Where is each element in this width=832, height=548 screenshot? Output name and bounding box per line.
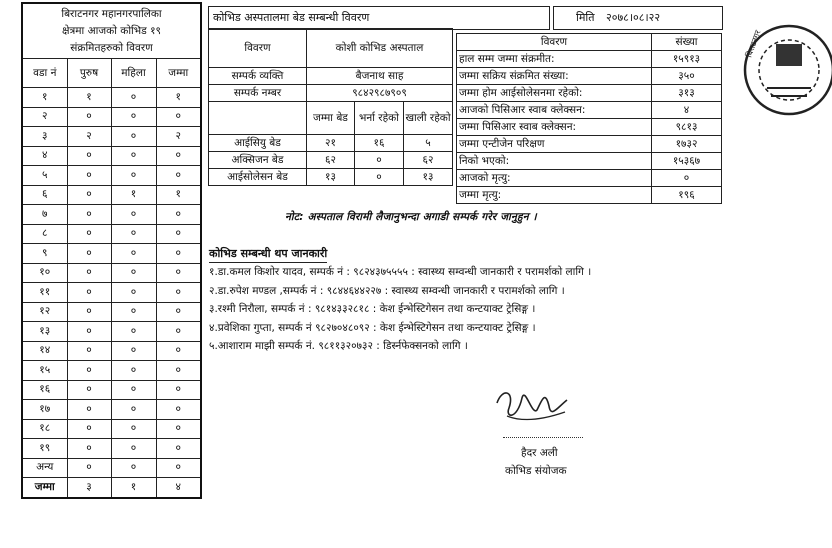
col-header-male: पुरुष [67,59,111,88]
ward-title-line: संक्रमितहरुको विवरण [70,41,153,54]
ward-row [22,458,201,478]
stats-row [457,153,722,170]
ward-number: १३ [22,322,67,342]
ward-number: ११ [22,283,67,303]
ward-row [22,400,201,420]
ward-row [22,361,201,381]
stats-row [457,119,722,136]
contact-item: ४.प्रवेशिका गुप्ता, सम्पर्क नं ९८२७०४८०९२ : केश ईन्भेस्टिगेसन तथा कन्टयाक्ट ट्रेसिङ्ग । [209,321,536,334]
signatory-name: हैदर अली [521,447,558,459]
total-count: २ [156,127,201,147]
stats-row [457,102,722,119]
ward-number: २ [22,107,67,127]
stat-value: १७३२ [652,136,722,153]
contact-item: १.डा.कमल किशोर यादव, सम्पर्क नं : ९८२४३७५५५५ : स्वास्थ्य सम्वन्धी जानकारी र परामर्शको लागि । [209,266,592,278]
female-count: ० [111,380,156,400]
ward-number: ८ [22,224,67,244]
stat-value: १९६ [652,187,722,204]
stat-label: जम्मा सक्रिय संक्रमित संख्या: [457,68,652,85]
ward-row [22,322,201,342]
female-count: ० [111,127,156,147]
ward-number: ४ [22,146,67,166]
female-count: ० [111,88,156,108]
ward-title-line: क्षेत्रमा आजको कोभिड १९ [61,24,162,37]
stat-label: जम्मा होम आईसोलेसनमा रहेको: [457,85,652,102]
stat-label: आजको पिसिआर स्वाब क्लेक्सन: [457,102,652,119]
bed-occupied: १६ [355,135,404,152]
ward-number: १८ [22,419,67,439]
stats-row [457,51,722,68]
male-count: ० [67,400,111,420]
ward-number: ६ [22,185,67,205]
hospital-note: नोट: अस्पताल विरामी लैजानुभन्दा अगाडी सम्पर्क गरेर जानुहुन । [285,211,537,223]
male-count: ० [67,244,111,264]
col-header-desc: विवरण [209,29,307,68]
ward-row [22,439,201,459]
contact-number-label: सम्पर्क नम्बर [209,85,307,102]
female-count: ० [111,302,156,322]
female-count: ० [111,400,156,420]
stat-label: जम्मा एन्टीजेन परिक्षण [457,136,652,153]
ward-row [22,419,201,439]
bed-col-blank [209,102,307,135]
date-value: २०७८।०८।२२ [606,11,661,24]
col-header-total-beds: जम्मा बेड [307,102,355,135]
bed-free: १३ [404,169,453,186]
male-count: ० [67,341,111,361]
ward-number: ५ [22,166,67,186]
male-count: ० [67,439,111,459]
female-count: ० [111,146,156,166]
bed-total: १३ [307,169,355,186]
contact-item: ३.रश्मी निरौला, सम्पर्क नं : ९८१४३३२८१८ : केश ईन्भेस्टिगेसन तथा कन्टयाक्ट ट्रेसिङ्ग । [209,303,536,315]
total-count: ० [156,322,201,342]
stat-value: ३१३ [652,85,722,102]
ward-row [22,380,201,400]
ward-row [22,263,201,283]
contact-person: बैजनाथ साह [307,68,453,85]
bed-row [209,135,453,152]
stats-header-desc: विवरण [457,34,652,51]
stat-label: जम्मा पिसिआर स्वाब क्लेक्सन: [457,119,652,136]
male-count: १ [67,88,111,108]
hospital-bed-table [208,28,453,186]
ward-number: १६ [22,380,67,400]
female-count: ० [111,283,156,303]
female-count: ० [111,244,156,264]
total-count: ० [156,166,201,186]
ward-number: १० [22,263,67,283]
stats-row [457,136,722,153]
total-count: ० [156,419,201,439]
ward-number: १७ [22,400,67,420]
date-box [553,6,723,30]
signatory-role: कोभिड संयोजक [505,465,567,477]
stat-label: आजको मृत्यु: [457,170,652,187]
female-count: ० [111,458,156,478]
female-count: ० [111,341,156,361]
stat-value: ३५० [652,68,722,85]
total-count: ० [156,205,201,225]
ward-cases-table [21,2,202,499]
female-count: १ [111,185,156,205]
col-header-free: खाली रहेको [404,102,453,135]
ward-number: १९ [22,439,67,459]
female-count: ० [111,263,156,283]
female-count: ० [111,224,156,244]
ward-row [22,107,201,127]
total-count: ० [156,380,201,400]
col-header-total: जम्मा [156,59,201,88]
bed-section-title: कोभिड अस्पतालमा बेड सम्बन्धी विवरण [213,11,370,24]
total-count: ० [156,107,201,127]
stats-row [457,170,722,187]
bed-row [209,152,453,169]
total-count: ० [156,361,201,381]
svg-text:बिराटनगर: बिराटनगर [744,29,763,59]
total-count: ० [156,244,201,264]
bed-free: ६२ [404,152,453,169]
total-count: ० [156,400,201,420]
ward-row [22,185,201,205]
stats-row [457,187,722,204]
total-all: ४ [156,478,201,498]
ward-row [22,88,201,108]
ward-number: १५ [22,361,67,381]
male-count: ० [67,224,111,244]
contact-item: २.डा.रुपेश मण्डल ,सम्पर्क नं : ९८४४६४४२२७ : स्वास्थ्य सम्वन्धी जानकारी र परामर्शको लागि । [209,284,565,297]
total-count: ० [156,146,201,166]
male-count: ० [67,263,111,283]
contact-number: ९८४२९८७९०९ [307,85,453,102]
bed-type: अक्सिजन बेड [209,152,307,169]
col-header-occupied: भर्ना रहेको [355,102,404,135]
contacts-title: कोभिड सम्बन्धी थप जानकारी [209,246,327,263]
ward-row [22,146,201,166]
male-count: ० [67,419,111,439]
stat-value: ० [652,170,722,187]
ward-row [22,283,201,303]
ward-number: अन्य [22,458,67,478]
stat-label: निको भएको: [457,153,652,170]
stats-row [457,68,722,85]
stats-row [457,85,722,102]
ward-table-title [22,3,201,59]
bed-total: ६२ [307,152,355,169]
col-header-female: महिला [111,59,156,88]
total-count: ० [156,283,201,303]
female-count: ० [111,419,156,439]
male-count: ० [67,458,111,478]
signature-image [487,378,582,438]
stat-value: ४ [652,102,722,119]
female-count: ० [111,166,156,186]
covid-stats-table [456,33,722,204]
contact-person-label: सम्पर्क व्यक्ति [209,68,307,85]
ward-title-line: बिराटनगर महानगरपालिका [61,7,162,20]
ward-row [22,302,201,322]
male-count: ० [67,283,111,303]
total-count: १ [156,88,201,108]
total-female: १ [111,478,156,498]
ward-row [22,205,201,225]
ward-number: १२ [22,302,67,322]
male-count: ० [67,107,111,127]
female-count: ० [111,361,156,381]
male-count: ० [67,166,111,186]
male-count: ० [67,361,111,381]
stat-value: १५३६७ [652,153,722,170]
male-count: २ [67,127,111,147]
ward-number: ९ [22,244,67,264]
ward-row [22,224,201,244]
bed-section-title-box [208,6,550,30]
total-count: ० [156,302,201,322]
contact-item: ५.आशाराम माझी सम्पर्क नं. ९८११३२०७३२ : डिर्स्नफेक्सनको लागि । [209,340,468,352]
female-count: ० [111,322,156,342]
bed-total: २१ [307,135,355,152]
hospital-name: कोशी कोभिड अस्पताल [307,29,453,68]
date-label: मिति [576,11,595,24]
stat-label: जम्मा मृत्यु: [457,187,652,204]
bed-type: आईसियु बेड [209,135,307,152]
female-count: ० [111,205,156,225]
bed-free: ५ [404,135,453,152]
ward-row [22,341,201,361]
female-count: ० [111,107,156,127]
total-count: ० [156,439,201,459]
total-count: ० [156,341,201,361]
male-count: ० [67,185,111,205]
ward-number: १ [22,88,67,108]
total-count: १ [156,185,201,205]
ward-row [22,127,201,147]
male-count: ० [67,146,111,166]
male-count: ० [67,322,111,342]
total-count: ० [156,263,201,283]
ward-row [22,166,201,186]
stats-header-count: संख्या [652,34,722,51]
bed-occupied: ० [355,152,404,169]
total-count: ० [156,458,201,478]
official-stamp [727,18,832,118]
male-count: ० [67,380,111,400]
ward-number: ३ [22,127,67,147]
stat-value: ९८१३ [652,119,722,136]
male-count: ० [67,205,111,225]
total-male: ३ [67,478,111,498]
ward-number: १४ [22,341,67,361]
bed-type: आईसोलेसन बेड [209,169,307,186]
signature-line [503,437,583,438]
stat-label: हाल सम्म जम्मा संक्रमीत: [457,51,652,68]
col-header-ward: वडा नं [22,59,67,88]
stat-value: १५९१३ [652,51,722,68]
total-label: जम्मा [22,478,67,498]
ward-row [22,244,201,264]
male-count: ० [67,302,111,322]
bed-occupied: ० [355,169,404,186]
total-count: ० [156,224,201,244]
female-count: ० [111,439,156,459]
ward-number: ७ [22,205,67,225]
bed-row [209,169,453,186]
